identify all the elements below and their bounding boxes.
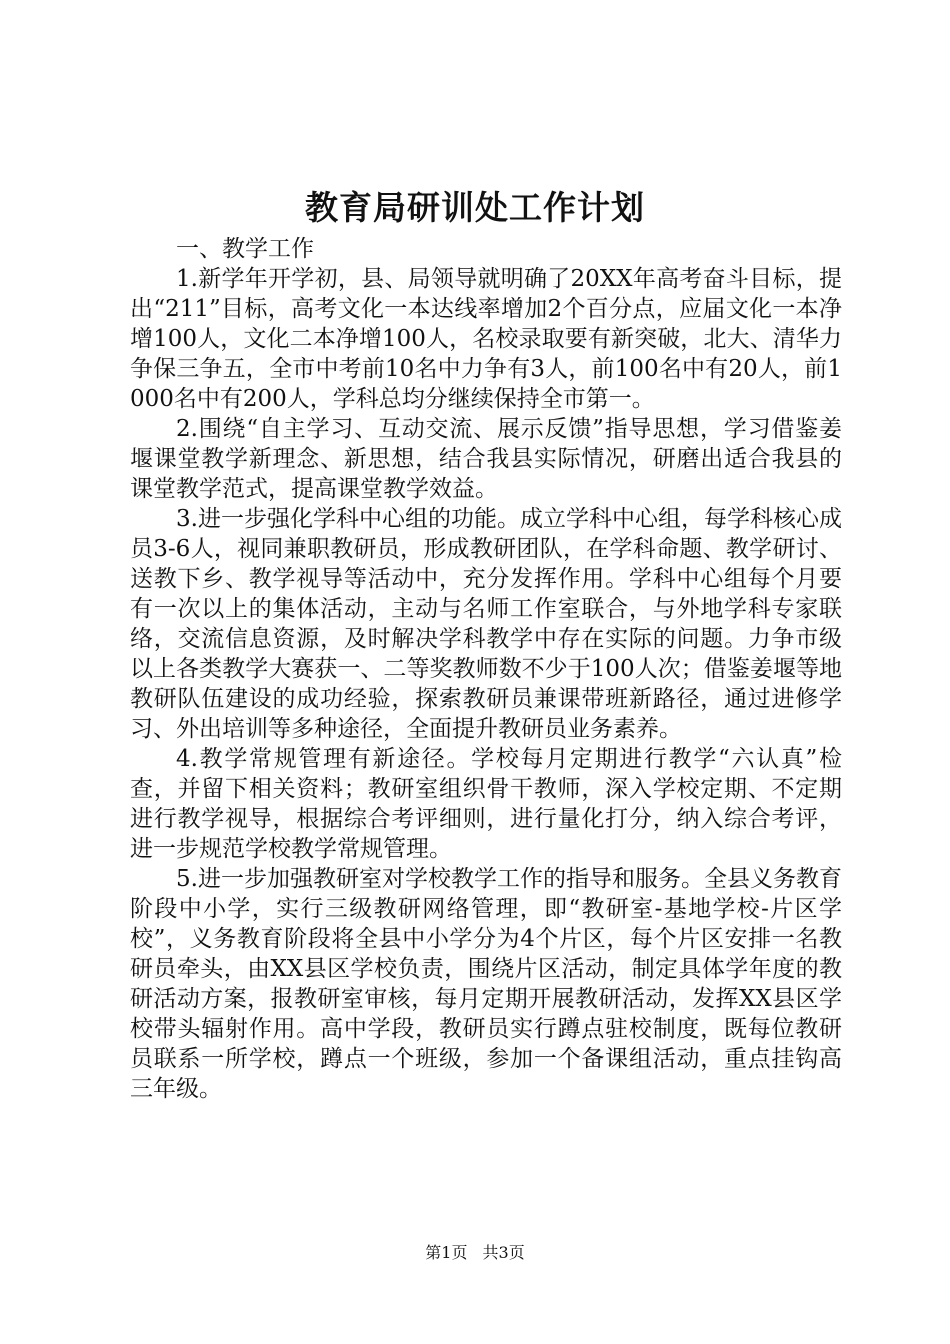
page-number: 第1页 (425, 1243, 468, 1262)
paragraph-1: 1.新学年开学初，县、局领导就明确了20XX年高考奋斗目标，提出“211”目标，高考文化一本达线率增加2个百分点，应届文化一本净增100人，文化二本净增100人，名校录取要有新突破，北大、清华力争保三争五，全市中考前10名中力争有3人，前100名中有20人，前1000名中有200人，学科总均分继续保持全市第一。 (130, 266, 842, 412)
document-body (130, 234, 842, 1104)
page-total: 共3页 (482, 1243, 525, 1262)
paragraph-5: 5.进一步加强教研室对学校教学工作的指导和服务。全县义务教育阶段中小学，实行三级教研网络管理，即“教研室-基地学校-片区学校”，义务教育阶段将全县中小学分为4个片区，每个片区安排一名教研员牵头，由XX县区学校负责，围绕片区活动，制定具体学年度的教研活动方案，报教研室审核，每月定期开展教研活动，发挥XX县区学校带头辐射作用。高中学段，教研员实行蹲点驻校制度，既每位教研员联系一所学校，蹲点一个班级，参加一个备课组活动，重点挂钩高三年级。 (130, 866, 842, 1102)
document-title: 教育局研训处工作计划 (305, 188, 645, 227)
paragraph-4: 4.教学常规管理有新途径。学校每月定期进行教学“六认真”检查，并留下相关资料；教研室组织骨干教师，深入学校定期、不定期进行教学视导，根据综合考评细则，进行量化打分，纳入综合考评，进一步规范学校教学常规管理。 (130, 746, 842, 862)
section-heading: 一、教学工作 (176, 236, 314, 262)
paragraph-2: 2.围绕“自主学习、互动交流、展示反馈”指导思想，学习借鉴姜堰课堂教学新理念、新思想，结合我县实际情况，研磨出适合我县的课堂教学范式，提高课堂教学效益。 (130, 416, 842, 502)
page-footer (0, 1242, 950, 1264)
paragraph-3: 3.进一步强化学科中心组的功能。成立学科中心组，每学科核心成员3-6人，视同兼职教研员，形成教研团队，在学科命题、教学研讨、送教下乡、教学视导等活动中，充分发挥作用。学科中心组每个月要有一次以上的集体活动，主动与名师工作室联合，与外地学科专家联络，交流信息资源，及时解决学科教学中存在实际的问题。力争市级以上各类教学大赛获一、二等奖教师数不少于100人次；借鉴姜堰等地教研队伍建设的成功经验，探索教研员兼课带班新路径，通过进修学习、外出培训等多种途径，全面提升教研员业务素养。 (130, 506, 842, 742)
